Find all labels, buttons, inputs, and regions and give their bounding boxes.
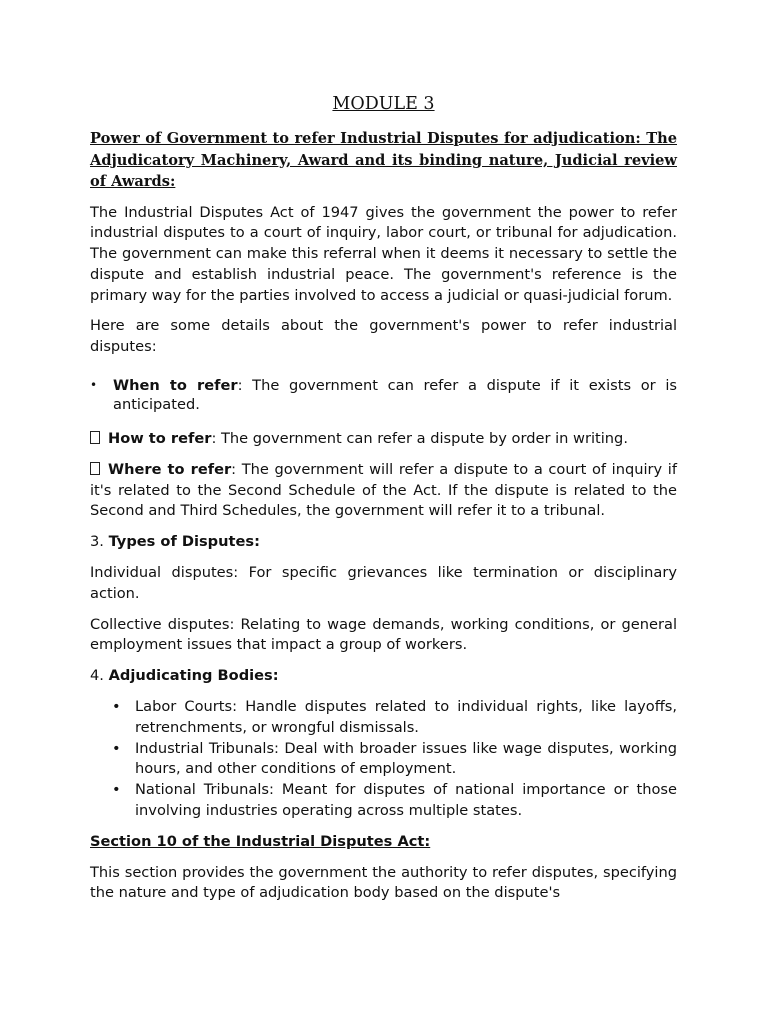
list-item: • Labor Courts: Handle disputes related to individual rights, like layoffs, retrenchments, or wrongful dismissals. [112, 698, 677, 736]
when-label: When to refer [113, 377, 238, 395]
bullet-icon: • [112, 781, 121, 799]
how-paragraph [90, 429, 677, 450]
where-text: : The government will refer a dispute to a court of inquiry if it's related to the Second Schedule of the Act. If the dispute is related to the Second and Third Schedules, the government will refer it to a tribunal. [90, 460, 677, 520]
individual-disputes-paragraph: Individual disputes: For specific grievances like termination or disciplinary action. [90, 564, 677, 602]
checkbox-glyph-icon [90, 431, 100, 444]
list-item: • National Tribunals: Meant for disputes of national importance or those involving industries operating across multiple states. [112, 781, 677, 820]
bullet-icon: • [112, 739, 121, 757]
adjudicating-bodies-list [90, 697, 677, 822]
list-item-when [90, 376, 677, 414]
checkbox-glyph-icon [90, 462, 100, 475]
when-list [90, 376, 677, 414]
bullet-icon: • [112, 698, 121, 716]
where-label: Where to refer [108, 460, 232, 478]
where-paragraph [90, 460, 677, 522]
section-10-heading: Section 10 of the Industrial Disputes Act: [90, 832, 431, 850]
module-title: MODULE 3 [332, 94, 435, 114]
types-heading: 3. Types of Disputes: [90, 533, 260, 551]
bodies-heading: 4. Adjudicating Bodies: [90, 667, 279, 685]
intro-paragraph: The Industrial Disputes Act of 1947 gives the government the power to refer industrial disputes to a court of inquiry, labor court, or tribunal for adjudication. The government can make this referral when it deems it necessary to settle the dispute and establish industrial peace. The government's reference is the primary way for the parties involved to access a judicial or quasi-judicial forum. [90, 203, 677, 304]
how-text: : The government can refer a dispute by order in writing. [211, 430, 628, 448]
how-label: How to refer [108, 430, 212, 448]
section-heading: Power of Government to refer Industrial Disputes for adjudication: The Adjudicatory Machinery, Award and its binding nature, Judicial review of Awards: [90, 130, 677, 190]
collective-disputes-paragraph: Collective disputes: Relating to wage demands, working conditions, or general employment issues that impact a group of workers. [90, 615, 677, 654]
section-10-paragraph: This section provides the government the authority to refer disputes, specifying the nature and type of adjudication body based on the dispute's [90, 863, 677, 902]
when-text: : The government can refer a dispute if it exists or is anticipated. [113, 377, 677, 414]
bullet-icon: • [90, 378, 98, 393]
document-body [90, 92, 677, 914]
list-item: • Industrial Tribunals: Deal with broader issues like wage disputes, working hours, and other conditions of employment. [112, 739, 677, 778]
details-intro-paragraph: Here are some details about the government's power to refer industrial disputes: [90, 317, 677, 356]
